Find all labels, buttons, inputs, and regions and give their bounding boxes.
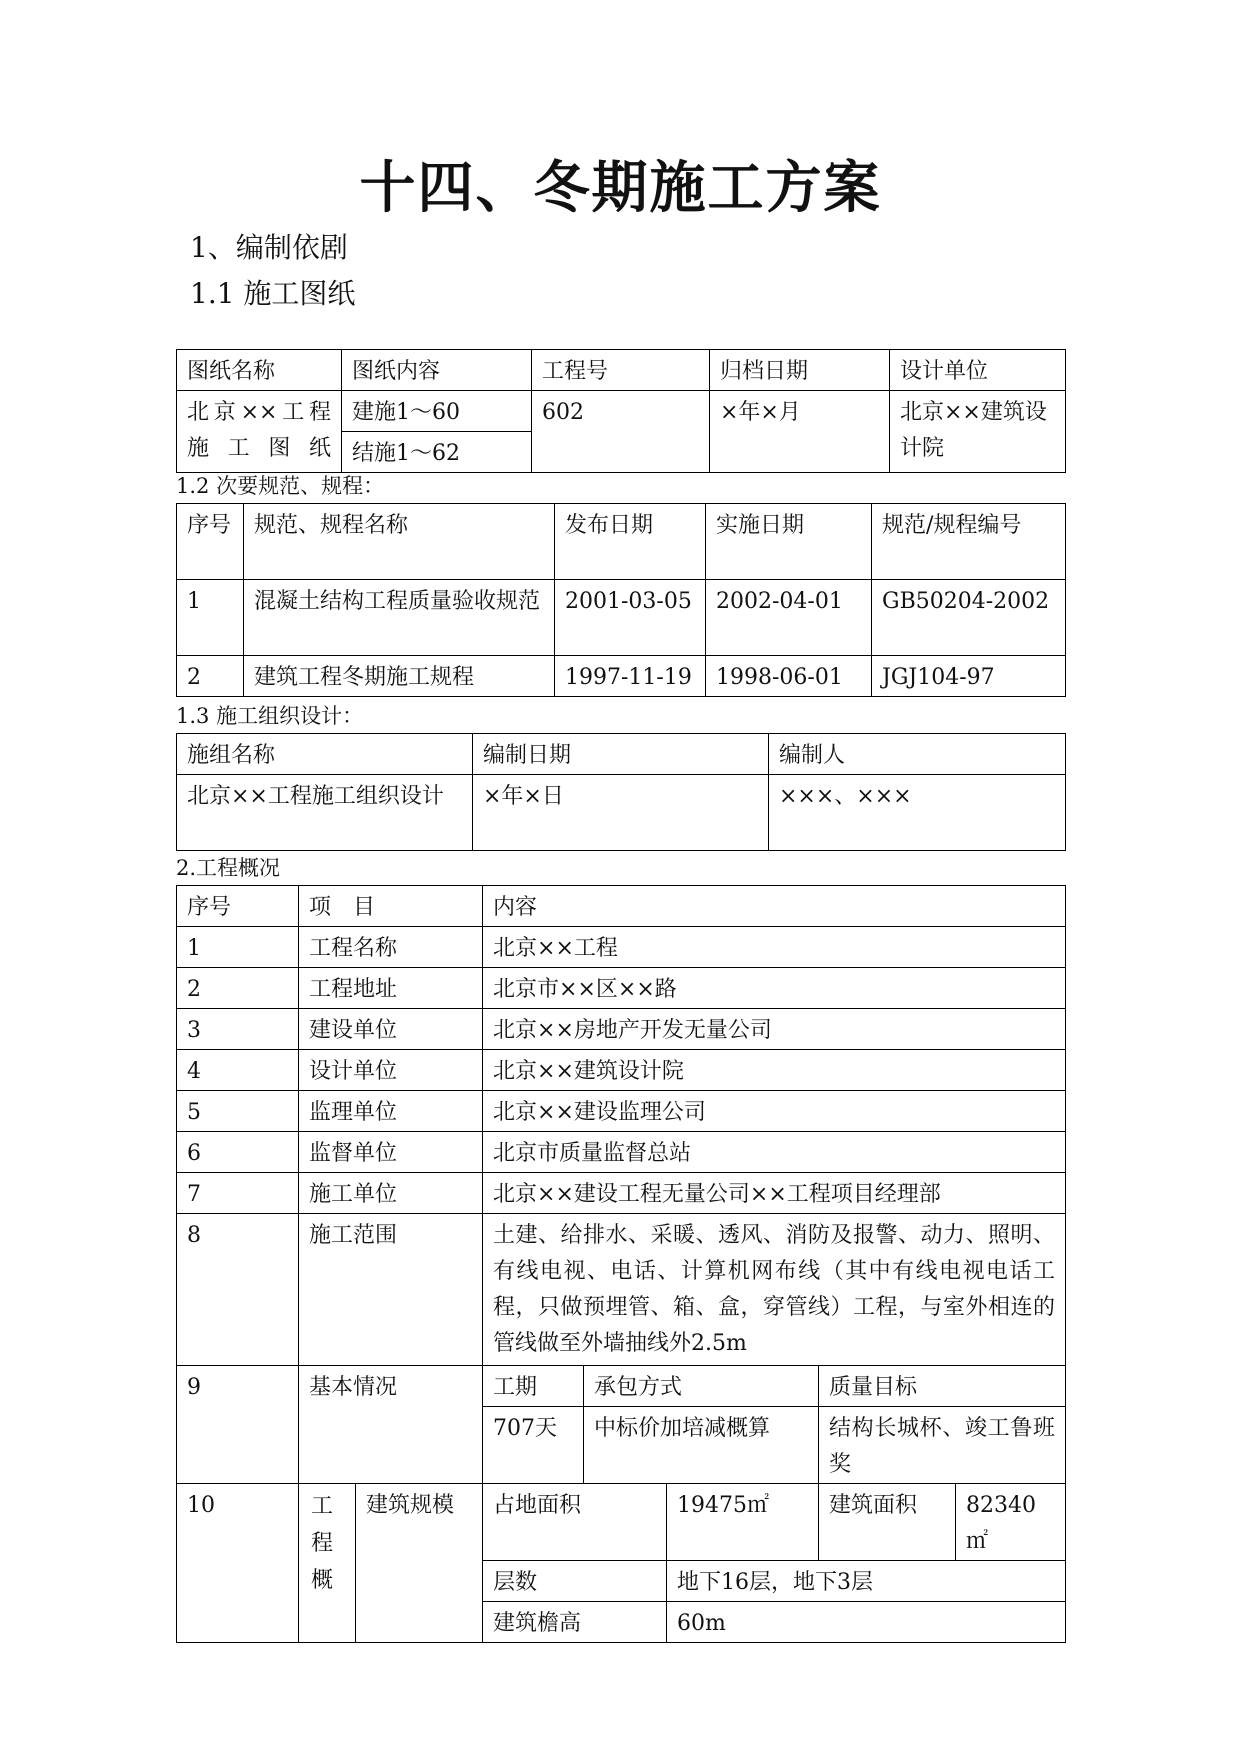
overview-header-no: 序号 [177,886,299,927]
org-design-table [176,733,1066,851]
table-row [177,1091,1066,1132]
section-heading-drawings: 1.1 施工图纸 [190,277,356,310]
table-row [177,1366,1066,1407]
drawings-archive-date: ×年×月 [710,391,890,473]
drawings-header-archive-date: 归档日期 [710,350,890,391]
overview-no: 2 [177,968,299,1009]
build-area-value: 82340㎡ [956,1484,1066,1561]
table-row [177,1214,1066,1366]
overview-item: 设计单位 [299,1050,483,1091]
table-row [177,968,1066,1009]
page-title: 十四、冬期施工方案 [359,155,882,221]
overview-no: 10 [177,1484,299,1643]
org-author: ×××、××× [769,775,1066,851]
org-header-name: 施组名称 [177,734,473,775]
overview-content: 北京××房地产开发无量公司 [483,1009,1066,1050]
table-row [177,1173,1066,1214]
standards-header-no: 序号 [177,504,244,580]
standards-header-publish: 发布日期 [555,504,706,580]
standards-publish: 1997-11-19 [555,656,706,697]
drawings-project-no: 602 [532,391,710,473]
drawings-header-designer: 设计单位 [890,350,1066,391]
site-area-label: 占地面积 [483,1484,667,1561]
standards-name: 建筑工程冬期施工规程 [244,656,555,697]
drawings-header-content: 图纸内容 [342,350,532,391]
table-row [177,1132,1066,1173]
overview-no: 3 [177,1009,299,1050]
basic-header-contract: 承包方式 [584,1366,819,1407]
overview-no: 1 [177,927,299,968]
standards-code: GB50204-2002 [872,580,1066,656]
overview-item: 工程地址 [299,968,483,1009]
overview-item-vertical: 工程概 [299,1484,356,1643]
section-heading-org-design: 1.3 施工组织设计： [176,704,364,728]
overview-content: 北京××建设工程无量公司××工程项目经理部 [483,1173,1066,1214]
floors-label: 层数 [483,1561,667,1602]
overview-item: 建设单位 [299,1009,483,1050]
height-label: 建筑檐高 [483,1602,667,1643]
overview-header-item: 项 目 [299,886,483,927]
overview-no: 5 [177,1091,299,1132]
floors-value: 地下16层，地下3层 [667,1561,1066,1602]
overview-item: 工程名称 [299,927,483,968]
org-header-author: 编制人 [769,734,1066,775]
standards-effective: 1998-06-01 [706,656,872,697]
table-row [177,927,1066,968]
overview-no: 4 [177,1050,299,1091]
overview-table [176,885,1066,1643]
standards-header-name: 规范、规程名称 [244,504,555,580]
table-row [177,1009,1066,1050]
basic-quality: 结构长城杯、竣工鲁班奖 [819,1407,1066,1484]
overview-content: 北京××工程 [483,927,1066,968]
overview-item: 施工范围 [299,1214,483,1366]
standards-publish: 2001-03-05 [555,580,706,656]
standards-effective: 2002-04-01 [706,580,872,656]
org-name: 北京××工程施工组织设计 [177,775,473,851]
standards-no: 1 [177,580,244,656]
table-row [177,1050,1066,1091]
overview-no: 8 [177,1214,299,1366]
scale-label: 建筑规模 [356,1484,483,1643]
overview-content: 北京××建筑设计院 [483,1050,1066,1091]
basic-header-quality: 质量目标 [819,1366,1066,1407]
section-heading-basis: 1、编制依剧 [190,231,348,264]
drawings-header-name: 图纸名称 [177,350,342,391]
overview-content: 北京市质量监督总站 [483,1132,1066,1173]
standards-no: 2 [177,656,244,697]
basic-contract: 中标价加培减概算 [584,1407,819,1484]
overview-item: 基本情况 [299,1366,483,1484]
height-value: 60m [667,1602,1066,1643]
site-area-value: 19475㎡ [667,1484,819,1561]
basic-period: 707天 [483,1407,584,1484]
standards-header-effective: 实施日期 [706,504,872,580]
overview-no: 7 [177,1173,299,1214]
overview-content-scope: 土建、给排水、采暖、透风、消防及报警、动力、照明、有线电视、电话、计算机网布线（其中有线电视电话工程，只做预埋管、箱、盒，穿管线）工程，与室外相连的管线做至外墙抽线外2.5m [483,1214,1066,1366]
overview-item: 监督单位 [299,1132,483,1173]
overview-content: 北京××建设监理公司 [483,1091,1066,1132]
overview-header-content: 内容 [483,886,1066,927]
table-row [177,1484,1066,1561]
build-area-label: 建筑面积 [819,1484,956,1561]
drawings-content-architecture: 建施1～60 [342,391,532,432]
overview-no: 9 [177,1366,299,1484]
basic-header-period: 工期 [483,1366,584,1407]
section-heading-overview: 2.工程概况 [176,856,281,880]
drawings-header-project-no: 工程号 [532,350,710,391]
standards-table [176,503,1066,697]
table-row [177,580,1066,656]
overview-content: 北京市××区××路 [483,968,1066,1009]
overview-item: 施工单位 [299,1173,483,1214]
standards-header-code: 规范/规程编号 [872,504,1066,580]
org-date: ×年×日 [473,775,769,851]
standards-code: JGJ104-97 [872,656,1066,697]
drawings-name: 北京××工程施工图纸 [177,391,342,473]
drawings-table [176,349,1066,473]
section-heading-standards: 1.2 次要规范、规程： [176,474,385,498]
drawings-content-structure: 结施1～62 [342,432,532,473]
overview-no: 6 [177,1132,299,1173]
standards-name: 混凝土结构工程质量验收规范 [244,580,555,656]
drawings-designer: 北京××建筑设计院 [890,391,1066,473]
table-row [177,656,1066,697]
org-header-date: 编制日期 [473,734,769,775]
overview-item: 监理单位 [299,1091,483,1132]
